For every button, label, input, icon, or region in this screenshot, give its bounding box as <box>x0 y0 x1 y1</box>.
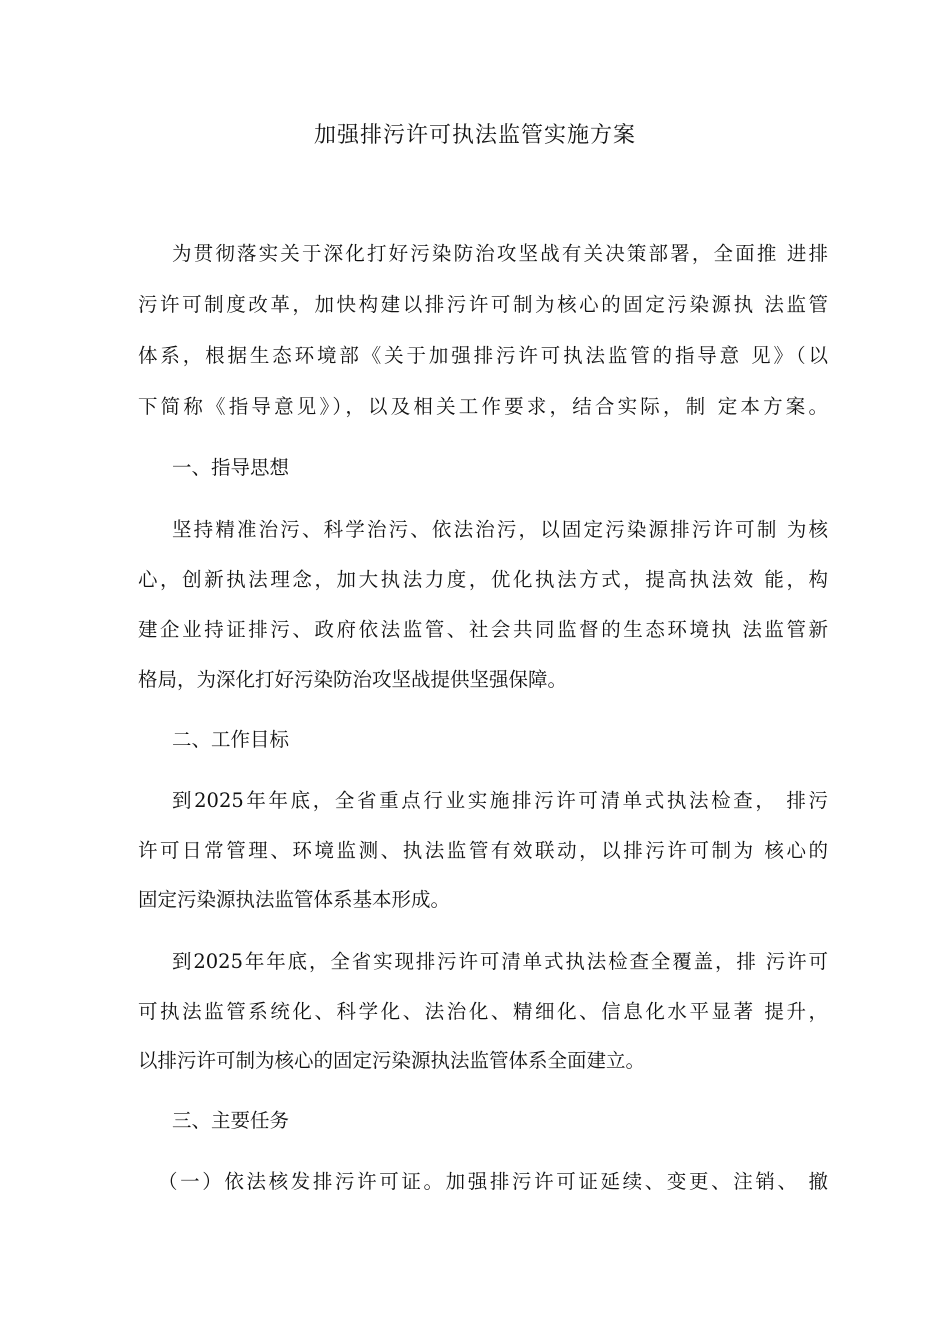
section-heading-guiding-thought: 一、指导思想 <box>172 456 290 479</box>
guiding-thought-line-1: 坚持精准治污、科学治污、依法治污，以固定污染源排污许可制 为核 <box>172 518 828 541</box>
goal-1-line-1: 到2025年年底，全省重点行业实施排污许可清单式执法检查， 排污 <box>172 789 828 812</box>
intro-line-3: 体系，根据生态环境部《关于加强排污许可执法监管的指导意 见》（以 <box>138 344 828 367</box>
task-1-line-1: （一）依法核发排污许可证。加强排污许可证延续、变更、注销、 撤 <box>158 1170 828 1193</box>
goal-2-line-2: 可执法监管系统化、科学化、法治化、精细化、信息化水平显著 提升， <box>138 1000 828 1023</box>
goal-1-line-2: 许可日常管理、环境监测、执法监管有效联动，以排污许可制为 核心的 <box>138 839 828 862</box>
goal-2-line-1: 到2025年年底，全省实现排污许可清单式执法检查全覆盖，排 污许可 <box>172 950 828 973</box>
guiding-thought-line-4: 格局，为深化打好污染防治攻坚战提供坚强保障。 <box>138 668 568 691</box>
section-heading-goals: 二、工作目标 <box>172 728 290 751</box>
goal-2-line-3: 以排污许可制为核心的固定污染源执法监管体系全面建立。 <box>138 1049 646 1072</box>
section-heading-main-tasks: 三、主要任务 <box>172 1109 290 1132</box>
goal-1-line-3: 固定污染源执法监管体系基本形成。 <box>138 888 451 911</box>
guiding-thought-line-3: 建企业持证排污、政府依法监管、社会共同监督的生态环境执 法监管新 <box>138 618 828 641</box>
intro-line-1: 为贯彻落实关于深化打好污染防治攻坚战有关决策部署，全面推 进排 <box>172 242 828 265</box>
intro-line-4: 下简称《指导意见》），以及相关工作要求，结合实际，制 定本方案。 <box>138 395 828 418</box>
intro-line-2: 污许可制度改革，加快构建以排污许可制为核心的固定污染源执 法监管 <box>138 293 828 316</box>
guiding-thought-line-2: 心，创新执法理念，加大执法力度，优化执法方式，提高执法效 能，构 <box>138 568 828 591</box>
document-title: 加强排污许可执法监管实施方案 <box>313 123 636 148</box>
